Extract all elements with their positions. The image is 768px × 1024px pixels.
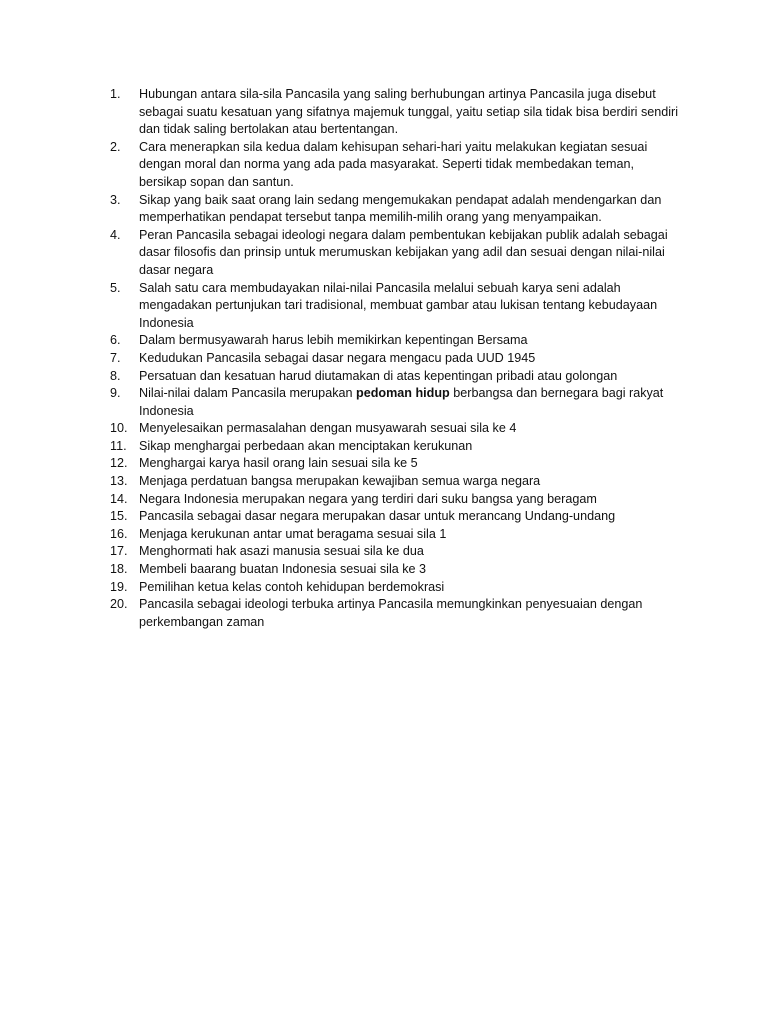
list-item xyxy=(110,385,680,420)
list-item-number: 10. xyxy=(110,421,128,436)
list-item xyxy=(110,139,680,192)
list-item xyxy=(110,420,680,438)
list-item-text xyxy=(139,350,680,368)
text-run: Negara Indonesia merupakan negara yang terdiri dari suku bangsa yang beragam xyxy=(139,491,597,506)
list-item xyxy=(110,438,680,456)
list-item-text xyxy=(139,227,680,280)
list-item-number: 20. xyxy=(110,597,128,612)
list-item-text xyxy=(139,596,680,631)
list-item-text xyxy=(139,543,680,561)
list-item xyxy=(110,332,680,350)
list-item-text xyxy=(139,420,680,438)
list-item-number: 7. xyxy=(110,350,121,365)
text-run: Pancasila sebagai ideologi terbuka artinya Pancasila memungkinkan penyesuaian dengan perkembangan zaman xyxy=(139,597,643,629)
text-run: Dalam bermusyawarah harus lebih memikirkan kepentingan Bersama xyxy=(139,333,528,348)
list-item-text xyxy=(139,368,680,386)
list-item-number: 5. xyxy=(110,280,121,295)
text-run: Membeli baarang buatan Indonesia sesuai sila ke 3 xyxy=(139,562,427,577)
text-run: Menjaga perdatuan bangsa merupakan kewajiban semua warga negara xyxy=(139,474,541,489)
list-item-number: 19. xyxy=(110,579,128,594)
list-item-number: 2. xyxy=(110,139,121,154)
list-item-number: 13. xyxy=(110,474,128,489)
list-item-text xyxy=(139,385,680,420)
list-item-text xyxy=(139,332,680,350)
text-run: Sikap menghargai perbedaan akan menciptakan kerukunan xyxy=(139,438,473,453)
list-item-number: 1. xyxy=(110,87,121,101)
text-run: Hubungan antara sila-sila Pancasila yang saling berhubungan artinya Pancasila juga disebut sebagai suatu kesatuan yang sifatnya majemuk tunggal, yaitu setiap sila tidak bisa berdiri sendiri dan tidak saling bertolakan atau bertentangan. xyxy=(139,87,679,137)
list-item-number: 17. xyxy=(110,544,128,559)
list-item xyxy=(110,508,680,526)
list-item xyxy=(110,86,680,139)
list-item-text xyxy=(139,561,680,579)
list-item xyxy=(110,579,680,597)
text-run: Salah satu cara membudayakan nilai-nilai Pancasila melalui sebuah karya seni adalah mengadakan pertunjukan tari tradisional, membuat gambar atau lukisan tentang kebudayaan Indonesia xyxy=(139,280,658,330)
text-run: Nilai-nilai dalam Pancasila merupakan xyxy=(139,386,356,401)
bold-text-run: pedoman hidup xyxy=(356,386,450,401)
list-item xyxy=(110,350,680,368)
list-item xyxy=(110,561,680,579)
list-item xyxy=(110,596,680,631)
list-item-text xyxy=(139,526,680,544)
list-item-text xyxy=(139,508,680,526)
list-item-number: 8. xyxy=(110,368,121,383)
text-run: Kedudukan Pancasila sebagai dasar negara mengacu pada UUD 1945 xyxy=(139,350,536,365)
list-item-number: 6. xyxy=(110,333,121,348)
list-item xyxy=(110,473,680,491)
list-item-text xyxy=(139,280,680,333)
text-run: Pancasila sebagai dasar negara merupakan dasar untuk merancang Undang-undang xyxy=(139,509,616,524)
text-run: Menyelesaikan permasalahan dengan musyawarah sesuai sila ke 4 xyxy=(139,421,517,436)
text-run: Pemilihan ketua kelas contoh kehidupan berdemokrasi xyxy=(139,579,445,594)
list-item-text xyxy=(139,579,680,597)
list-item-number: 9. xyxy=(110,386,121,401)
text-run: Menjaga kerukunan antar umat beragama sesuai sila 1 xyxy=(139,526,447,541)
list-item-text xyxy=(139,438,680,456)
text-run: berbangsa dan bernegara bagi rakyat Indonesia xyxy=(139,386,664,418)
list-item xyxy=(110,455,680,473)
text-run: Menghargai karya hasil orang lain sesuai sila ke 5 xyxy=(139,456,418,471)
list-item xyxy=(110,543,680,561)
text-run: Menghormati hak asazi manusia sesuai sila ke dua xyxy=(139,544,424,559)
list-item-number: 18. xyxy=(110,562,128,577)
list-item xyxy=(110,491,680,509)
text-run: Peran Pancasila sebagai ideologi negara dalam pembentukan kebijakan publik adalah sebagai dasar filosofis dan prinsip untuk merumuskan kebijakan yang adil dan sesuai dengan nilai-nilai dasar negara xyxy=(139,227,668,277)
list-item-number: 4. xyxy=(110,227,121,242)
list-item-text xyxy=(139,139,680,192)
list-item-number: 15. xyxy=(110,509,128,524)
list-item-number: 3. xyxy=(110,192,121,207)
list-item xyxy=(110,368,680,386)
list-item xyxy=(110,227,680,280)
list-item xyxy=(110,280,680,333)
list-item-number: 11. xyxy=(110,438,127,453)
list-item-number: 12. xyxy=(110,456,128,471)
list-item-text xyxy=(139,491,680,509)
list-item-text xyxy=(139,192,680,227)
text-run: Sikap yang baik saat orang lain sedang mengemukakan pendapat adalah mendengarkan dan memperhatikan pendapat tersebut tanpa memilih-milih orang yang menyampaikan. xyxy=(139,192,662,225)
text-run: Persatuan dan kesatuan harud diutamakan di atas kepentingan pribadi atau golongan xyxy=(139,368,618,383)
list-item-number: 16. xyxy=(110,526,128,541)
numbered-list xyxy=(110,86,680,631)
list-item xyxy=(110,192,680,227)
list-item-text xyxy=(139,455,680,473)
list-item-text xyxy=(139,473,680,491)
list-item-number: 14. xyxy=(110,491,128,506)
list-item xyxy=(110,526,680,544)
list-item-text xyxy=(139,86,680,139)
text-run: Cara menerapkan sila kedua dalam kehisupan sehari-hari yaitu melakukan kegiatan sesuai dengan moral dan norma yang ada pada masyarakat. Seperti tidak membedakan teman, bersikap sopan dan santun. xyxy=(139,139,648,189)
